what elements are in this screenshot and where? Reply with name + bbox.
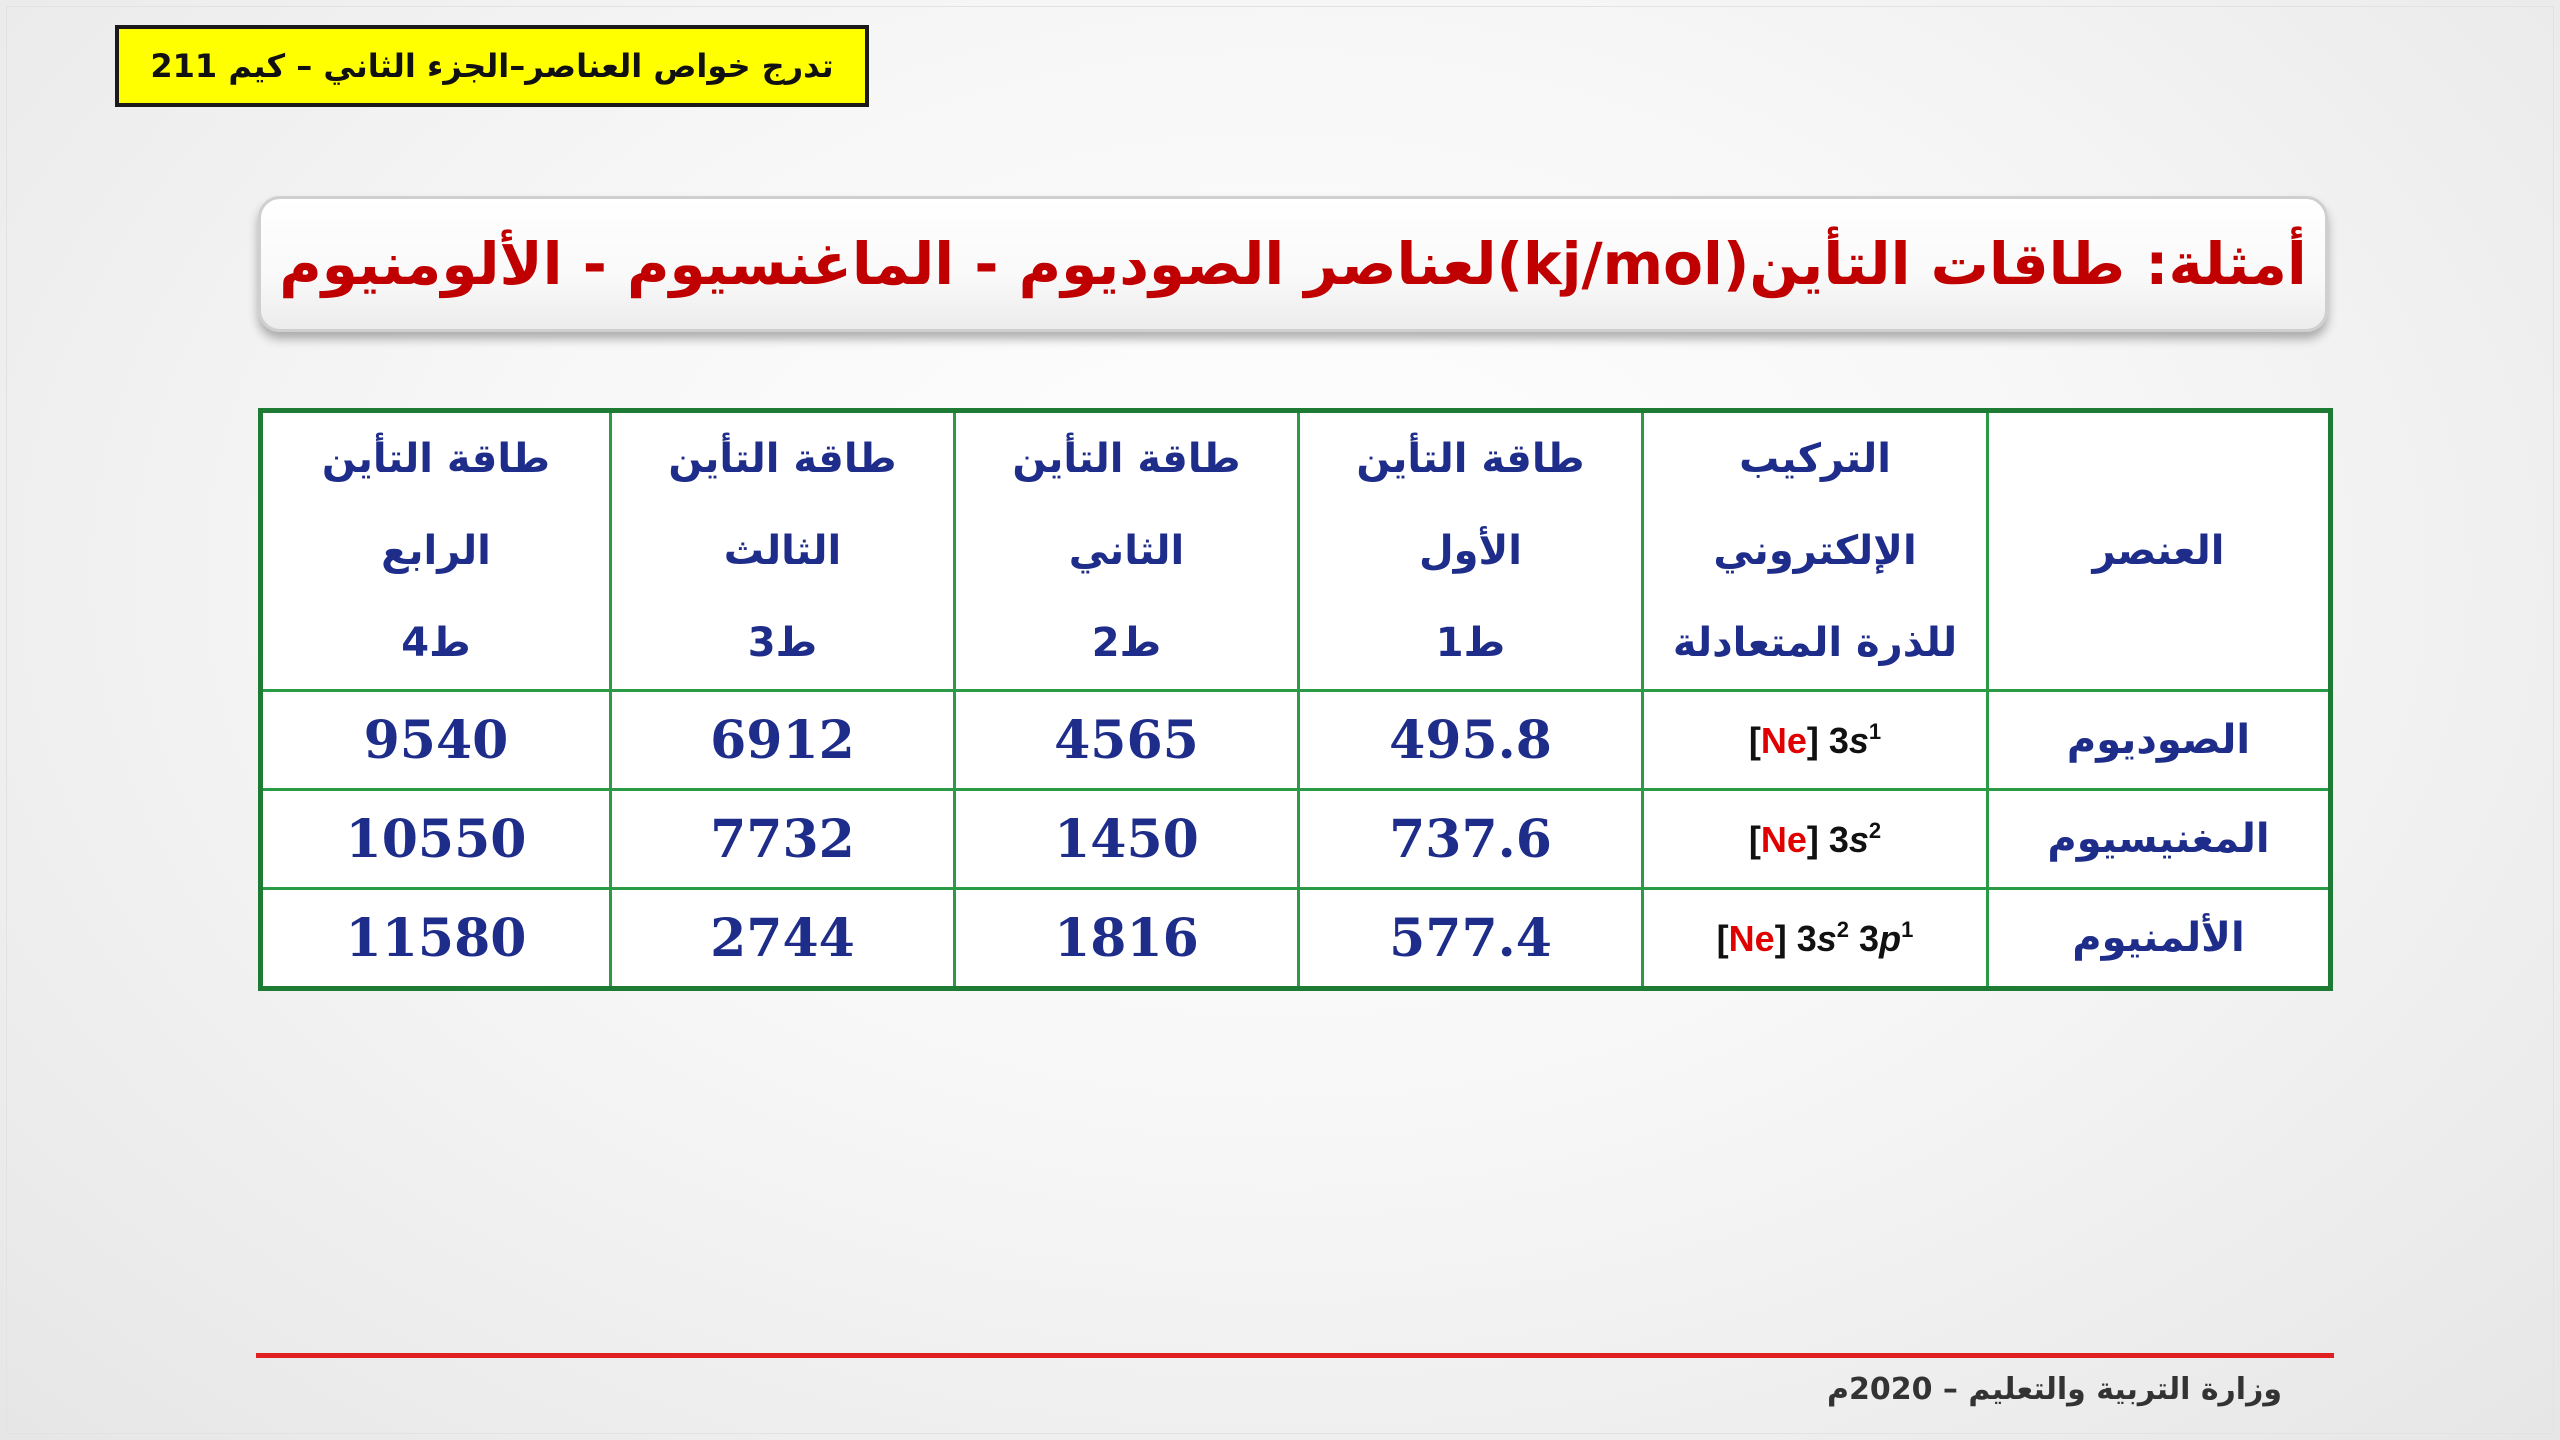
ie2-value: 4565 [955,691,1299,790]
ie2-value: 1816 [955,889,1299,989]
element-name: المغنيسيوم [1988,790,2331,889]
footer-caption: وزارة التربية والتعليم – 2020م [1826,1372,2282,1407]
header-ie4: طاقة التأين الرابع ط4 [261,411,611,691]
ie3-value: 2744 [611,889,955,989]
electron-config: [Ne] $3s^2$ [1643,790,1988,889]
slide-title [258,196,2328,332]
ie4-value: 10550 [261,790,611,889]
ie3-value: 6912 [611,691,955,790]
header-config: التركيب الإلكتروني للذرة المتعادلة [1643,411,1988,691]
header-ie2: طاقة التأين الثاني ط2 [955,411,1299,691]
header-ie1: طاقة التأين الأول ط1 [1299,411,1643,691]
ie2-value: 1450 [955,790,1299,889]
ie1-value: 495.8 [1299,691,1643,790]
electron-config: [Ne] $3s^1$ [1643,691,1988,790]
ie3-value: 7732 [611,790,955,889]
ie1-value: 737.6 [1299,790,1643,889]
footer-divider [256,1353,2334,1358]
table-row [261,691,2331,790]
ie4-value: 9540 [261,691,611,790]
element-name: الصوديوم [1988,691,2331,790]
table-header-row [261,411,2331,691]
ie1-value: 577.4 [1299,889,1643,989]
table-row [261,889,2331,989]
title-unit: (kj/mol) [1496,230,1750,298]
ionization-energy-table [258,408,2333,991]
electron-config: [Ne] $3s^2$ $3p^1$ [1643,889,1988,989]
course-label: تدرج خواص العناصر–الجزء الثاني – كيم 211 [115,25,869,107]
title-text-start: أمثلة: طاقات التأين [1749,230,2307,298]
ie4-value: 11580 [261,889,611,989]
table-row [261,790,2331,889]
header-element: العنصر [1988,411,2331,691]
header-ie3: طاقة التأين الثالث ط3 [611,411,955,691]
title-text-end: لعناصر الصوديوم - الماغنسيوم - الألومنيوم [279,230,1497,298]
element-name: الألمنيوم [1988,889,2331,989]
